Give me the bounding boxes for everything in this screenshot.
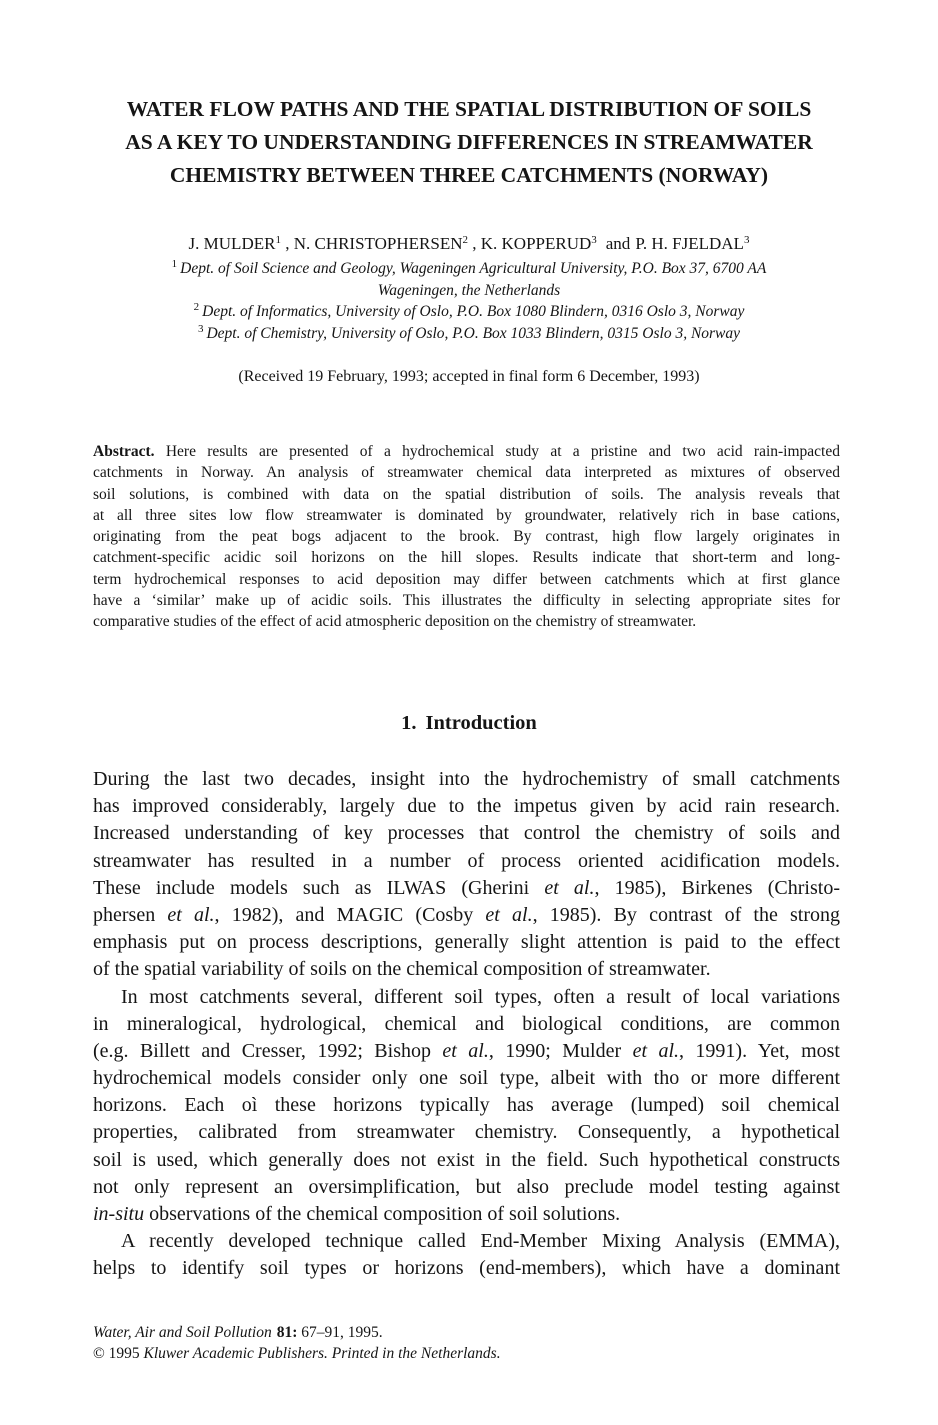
author-affiliation-marker: 1 <box>275 234 281 246</box>
author-name: K. KOPPERUD <box>480 234 592 253</box>
paper-title <box>60 93 878 192</box>
affiliation <box>60 301 878 323</box>
abstract-line: soil solutions, is combined with data on the spatial distribution of soils. The analysis reveals that <box>93 485 840 503</box>
body-line: emphasis put on process descriptions, generally slight attention is paid to the effect <box>93 931 840 954</box>
abstract <box>93 441 840 633</box>
body-line: (e.g. Billett and Cresser, 1992; Bishop et al., 1990; Mulder et al., 1991). Yet, most <box>93 1039 840 1062</box>
body-line: horizons. Each oì these horizons typically has average (lumped) soil chemical <box>93 1094 840 1117</box>
author-separator: , <box>467 234 481 253</box>
abstract-line: catchments in Norway. An analysis of streamwater chemical data interpreted as mixtures of observed <box>93 464 840 482</box>
affiliation-list <box>60 258 878 344</box>
body-line: A recently developed technique called End-Member Mixing Analysis (EMMA), <box>121 1230 840 1253</box>
affiliation-continuation: Wageningen, the Netherlands <box>377 281 561 299</box>
affiliation-marker: 2 <box>193 301 200 313</box>
received-dates: (Received 19 February, 1993; accepted in final form 6 December, 1993) <box>238 368 700 385</box>
abstract-line: at all three sites low flow streamwater is dominated by groundwater, relatively rich in base cations, <box>93 506 840 524</box>
section-number: 1. <box>401 712 417 734</box>
journal-name: Water, Air and Soil Pollution <box>93 1324 272 1341</box>
author-name: P. H. FJELDAL <box>635 234 744 253</box>
body-line: helps to identify soil types or horizons (end-members), which have a dominant <box>93 1257 840 1280</box>
abstract-line: catchment-specific acidic soil horizons on the hill slopes. Results indicate that short-term and long- <box>93 549 840 567</box>
author-affiliation-marker: 2 <box>462 234 468 246</box>
author-name: J. MULDER <box>188 234 276 253</box>
body-line: In most catchments several, different soil types, often a result of local variations <box>121 985 840 1008</box>
body-paragraph <box>93 766 840 984</box>
author-affiliation-marker: 3 <box>743 234 750 246</box>
body-text <box>93 766 840 1283</box>
affiliation <box>60 323 878 345</box>
body-line: not only represent an oversimplification, but also preclude model testing against <box>93 1175 840 1198</box>
abstract-line: term hydrochemical responses to acid deposition may differ between catchments which at first glance <box>93 570 840 588</box>
body-paragraph <box>93 984 840 1229</box>
citation-line <box>93 1322 501 1343</box>
body-line: in-situ observations of the chemical composition of soil solutions. <box>93 1203 621 1225</box>
body-line: streamwater has resulted in a number of process oriented acidification models. <box>93 849 840 872</box>
copyright-symbol: © <box>93 1345 105 1362</box>
affiliation-text: Dept. of Chemistry, University of Oslo, P.O. Box 1033 Blindern, 0315 Oslo 3, Norway <box>206 324 741 342</box>
affiliation-marker: 1 <box>171 258 178 270</box>
abstract-label: Abstract. <box>93 443 155 460</box>
abstract-line: comparative studies of the effect of acid atmospheric deposition on the chemistry of streamwater. <box>93 613 697 631</box>
publisher: Kluwer Academic Publishers. Printed in the Netherlands. <box>143 1345 501 1362</box>
body-line: phersen et al., 1982), and MAGIC (Cosby et al., 1985). By contrast of the strong <box>93 903 841 926</box>
abstract-line: originating from the peat bogs adjacent to the brook. By contrast, high flow largely originates in <box>93 528 840 546</box>
title-line: CHEMISTRY BETWEEN THREE CATCHMENTS (NORWAY) <box>169 163 769 187</box>
journal-volume: 81: <box>276 1324 298 1341</box>
author-list <box>60 233 878 255</box>
body-line: soil is used, which generally does not exist in the field. Such hypothetical constructs <box>93 1148 840 1171</box>
journal-pages: 67–91, 1995. <box>301 1324 383 1341</box>
body-paragraph <box>93 1228 840 1282</box>
body-line: These include models such as ILWAS (Gherini et al., 1985), Birkenes (Christo- <box>93 876 840 899</box>
body-line: in mineralogical, hydrological, chemical and biological conditions, are common <box>93 1012 840 1035</box>
body-line: During the last two decades, insight into the hydrochemistry of small catchments <box>93 768 840 790</box>
title-line: WATER FLOW PATHS AND THE SPATIAL DISTRIBUTION OF SOILS <box>126 97 812 121</box>
body-line: of the spatial variability of soils on the chemical composition of streamwater. <box>93 958 711 981</box>
author-affiliation-marker: 3 <box>591 234 597 246</box>
author-name: N. CHRISTOPHERSEN <box>293 234 463 253</box>
journal-footer <box>93 1322 501 1364</box>
section-title: Introduction <box>425 712 537 734</box>
abstract-line: have a ‘similar’ make up of acidic soils. This illustrates the difficulty in selecting appropriate sites for <box>93 592 840 610</box>
copyright-line <box>93 1343 501 1364</box>
title-line: AS A KEY TO UNDERSTANDING DIFFERENCES IN STREAMWATER <box>125 130 813 154</box>
author-and: and <box>605 234 631 253</box>
body-line: has improved considerably, largely due to the impetus given by acid rain research. <box>93 795 840 818</box>
section-heading <box>60 709 878 737</box>
affiliation-text: Dept. of Informatics, University of Oslo, P.O. Box 1080 Blindern, 0316 Oslo 3, Norway <box>202 303 745 320</box>
affiliation <box>60 258 878 280</box>
affiliation-text: Dept. of Soil Science and Geology, Wageningen Agricultural University, P.O. Box 37, 6700 AA <box>180 260 767 277</box>
body-line: properties, calibrated from streamwater chemistry. Consequently, a hypothetical <box>93 1121 840 1144</box>
abstract-text: Here results are presented of a hydrochemical study at a pristine and two acid rain-impacted <box>165 443 840 460</box>
copyright-year: 1995 <box>108 1345 140 1362</box>
body-line: hydrochemical models consider only one soil type, albeit with tho or more different <box>93 1067 840 1090</box>
affiliation-marker: 3 <box>197 322 204 335</box>
abstract-line <box>93 441 840 462</box>
body-line: Increased understanding of key processes that control the chemistry of soils and <box>93 822 840 845</box>
author-separator: , <box>280 234 294 253</box>
